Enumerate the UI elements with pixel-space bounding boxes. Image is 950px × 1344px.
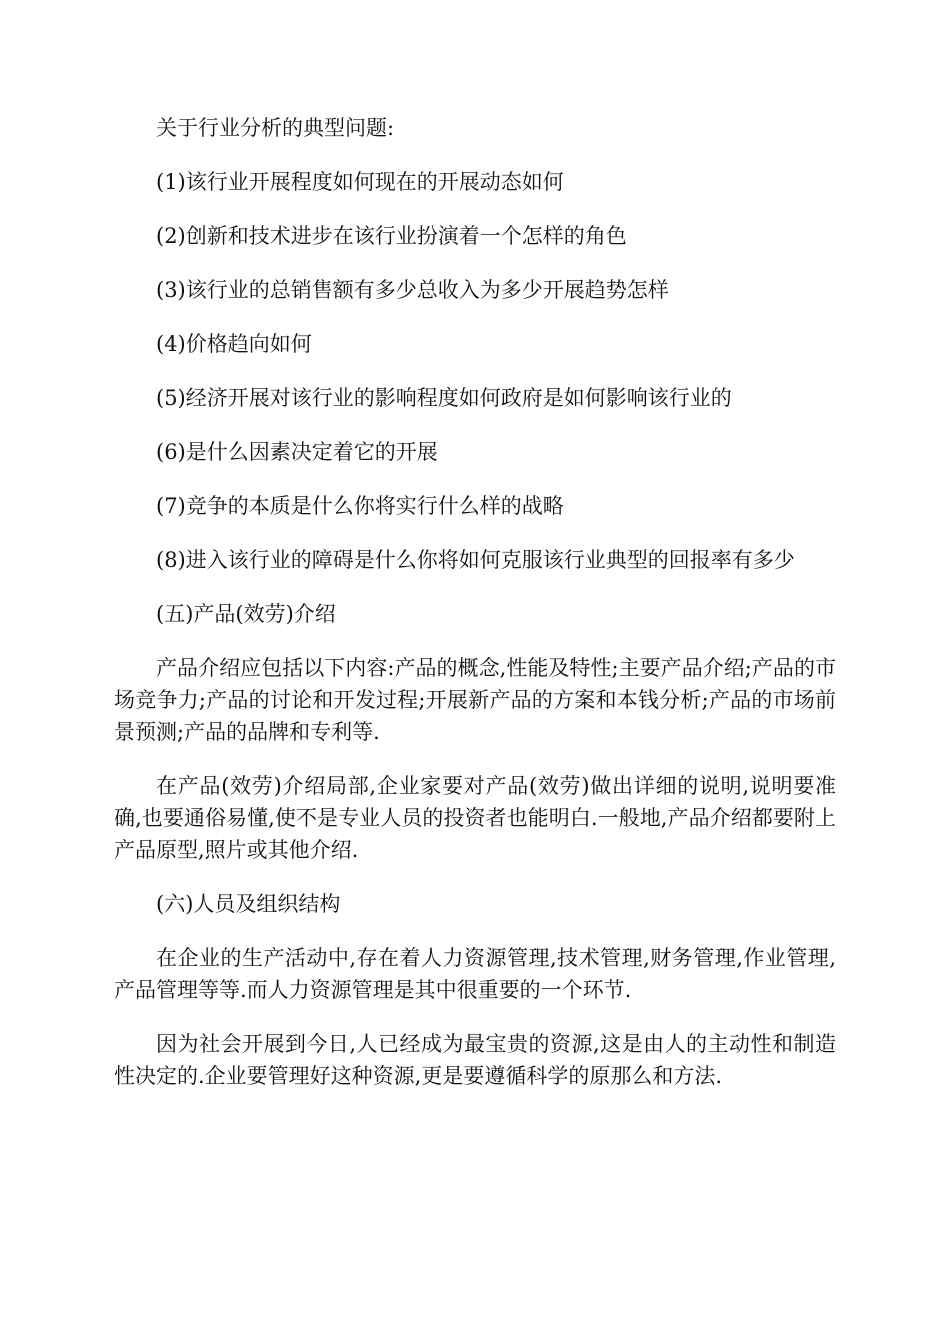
human-resource-paragraph: 因为社会开展到今日,人已经成为最宝贵的资源,这是由人的主动性和制造性决定的.企业要管理好这种资源,更是要遵循科学的原那么和方法. <box>114 1032 836 1088</box>
intro-heading: 关于行业分析的典型问题: <box>156 116 395 140</box>
question-1: (1)该行业开展程度如何现在的开展动态如何 <box>156 170 564 194</box>
hr-management-paragraph: 在企业的生产活动中,存在着人力资源管理,技术管理,财务管理,作业管理,产品管理等等.而人力资源管理是其中很重要的一个环节. <box>114 946 836 1002</box>
question-2: (2)创新和技术进步在该行业扮演着一个怎样的角色 <box>156 224 627 248</box>
question-6: (6)是什么因素决定着它的开展 <box>156 440 438 464</box>
question-3: (3)该行业的总销售额有多少总收入为多少开展趋势怎样 <box>156 278 669 302</box>
question-4: (4)价格趋向如何 <box>156 332 312 356</box>
product-detail-paragraph: 在产品(效劳)介绍局部,企业家要对产品(效劳)做出详细的说明,说明要准确,也要通俗易懂,使不是专业人员的投资者也能明白.一般地,产品介绍都要附上产品原型,照片或其他介绍. <box>114 774 836 862</box>
section-heading-five: (五)产品(效劳)介绍 <box>156 602 336 626</box>
question-5: (5)经济开展对该行业的影响程度如何政府是如何影响该行业的 <box>156 386 732 410</box>
document-body <box>114 112 836 1114</box>
section-heading-six: (六)人员及组织结构 <box>156 892 341 916</box>
question-7: (7)竞争的本质是什么你将实行什么样的战略 <box>156 494 564 518</box>
question-8: (8)进入该行业的障碍是什么你将如何克服该行业典型的回报率有多少 <box>156 548 795 572</box>
product-intro-paragraph: 产品介绍应包括以下内容:产品的概念,性能及特性;主要产品介绍;产品的市场竞争力;产品的讨论和开发过程;开展新产品的方案和本钱分析;产品的市场前景预测;产品的品牌和专利等. <box>114 656 836 744</box>
